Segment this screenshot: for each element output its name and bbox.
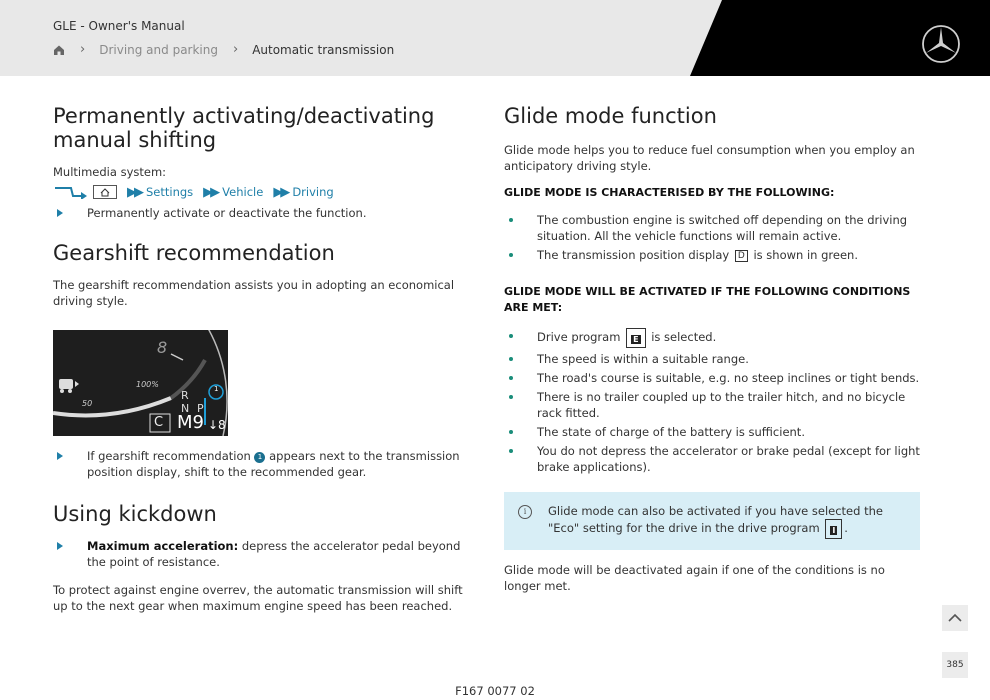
gear-r: R <box>181 389 189 402</box>
list-item <box>504 247 920 263</box>
kickdown-step-text <box>87 538 473 570</box>
position-d-key-icon: D <box>735 250 748 262</box>
characterised-heading: GLIDE MODE IS CHARACTERISED BY THE FOLLOWING: <box>504 186 835 199</box>
glide-deactivate-note: Glide mode will be deactivated again if one of the conditions is no longer met. <box>504 563 885 593</box>
manual-shifting-heading: Permanently activating/deactivating manual shifting <box>53 104 435 152</box>
cluster-50-label: 50 <box>82 399 93 408</box>
list-item <box>504 370 920 386</box>
list-item-text-after: is shown in green. <box>753 248 858 262</box>
multimedia-label: Multimedia system: <box>53 165 167 179</box>
bullet-dot <box>509 395 513 399</box>
drive-program-text: Drive program <box>537 330 621 344</box>
kickdown-heading: Using kickdown <box>53 502 217 526</box>
image-code: F167 0077 02 <box>455 684 535 698</box>
scroll-top-button[interactable] <box>942 605 968 631</box>
step-arrow-icon <box>57 542 63 550</box>
cluster-100-label: 100% <box>136 380 159 389</box>
drive-program-after: is selected. <box>651 330 717 344</box>
bullet-dot <box>509 430 513 434</box>
double-arrow-icon: ▶▶ <box>127 184 141 200</box>
home-icon[interactable] <box>53 44 65 56</box>
gear-n: N <box>181 402 190 415</box>
info-text-end: . <box>844 521 848 535</box>
gearshift-heading: Gearshift recommendation <box>53 241 335 265</box>
bullet-dot <box>509 334 513 338</box>
conditions-heading: GLIDE MODE WILL BE ACTIVATED IF THE FOLLOWING CONDITIONS ARE MET: <box>504 285 911 314</box>
right-column <box>504 104 920 594</box>
callout-badge-icon: 1 <box>254 452 265 463</box>
breadcrumb-automatic-transmission: Automatic transmission <box>252 42 395 57</box>
double-arrow-icon: ▶▶ <box>273 184 288 200</box>
chevron-up-icon <box>948 613 962 623</box>
home-button-icon <box>93 185 117 199</box>
step-arrow-icon <box>57 452 63 460</box>
list-item <box>504 351 920 367</box>
list-item <box>504 424 920 440</box>
kickdown-step <box>53 538 473 570</box>
kickdown-step-rest: depress the accelerator pedal beyond the point of resistance. <box>87 539 461 569</box>
list-item-text: The road's course is suitable, e.g. no steep inclines or tight bends. <box>537 371 920 385</box>
multimedia-nav-path <box>53 183 473 201</box>
gearshift-step-text <box>87 448 473 480</box>
step-text-after: appears next to the transmission position display, shift to the recommended gear. <box>87 449 460 479</box>
recommended-gear: ↓8 <box>208 418 226 432</box>
individual-key-letter: I <box>832 526 836 535</box>
nav-start-arrow-icon <box>53 185 87 199</box>
cluster-callout-badge: 1 <box>214 385 219 393</box>
bullet-dot <box>509 449 513 453</box>
info-text-body: Glide mode can also be activated if you have selected the "Eco" setting for the drive in the drive program <box>548 504 883 535</box>
list-item-text: The speed is within a suitable range. <box>537 352 749 366</box>
bullet-dot <box>509 376 513 380</box>
glide-mode-intro: Glide mode helps you to reduce fuel consumption when you employ an anticipatory driving style. <box>504 143 915 173</box>
list-item <box>504 212 920 244</box>
nav-vehicle[interactable]: Vehicle <box>222 185 264 199</box>
chevron-right-icon: › <box>232 42 239 57</box>
list-item-text: There is no trailer coupled up to the trailer hitch, and no bicycle rack fitted. <box>537 390 906 420</box>
double-arrow-icon: ▶▶ <box>203 184 218 200</box>
info-text <box>548 503 906 539</box>
manual-shift-step <box>53 205 473 221</box>
individual-key-icon <box>825 519 842 539</box>
mode-letter: C <box>154 415 164 430</box>
characterised-list <box>504 212 920 263</box>
glide-mode-heading: Glide mode function <box>504 104 717 128</box>
list-item <box>504 389 920 421</box>
list-item-text <box>537 328 716 348</box>
nav-driving[interactable]: Driving <box>292 185 334 199</box>
max-acceleration-label: Maximum acceleration: <box>87 539 239 553</box>
info-icon: i <box>518 505 532 519</box>
page-header <box>0 0 990 76</box>
list-item-text <box>537 247 858 263</box>
nav-settings[interactable]: Settings <box>146 185 194 199</box>
mercedes-star-logo[interactable] <box>921 24 961 64</box>
gear-display: M9 <box>177 412 204 433</box>
manual-title: GLE - Owner's Manual <box>53 19 185 33</box>
gear-p: P <box>197 402 204 415</box>
breadcrumb <box>53 42 394 57</box>
kickdown-note: To protect against engine overrev, the automatic transmission will shift up to the next gear when maximum engine speed has been reached. <box>53 583 463 613</box>
list-item-text: The combustion engine is switched off depending on the driving situation. All the vehicle functions will remain active. <box>537 213 908 243</box>
list-item-text: The state of charge of the battery is sufficient. <box>537 425 805 439</box>
gearshift-intro: The gearshift recommendation assists you in adopting an economical driving style. <box>53 278 455 308</box>
step-arrow-icon <box>57 209 63 217</box>
list-item-text-before: The transmission position display <box>537 248 730 262</box>
step-text: Permanently activate or deactivate the function. <box>87 206 367 220</box>
list-item <box>504 443 920 475</box>
breadcrumb-driving-and-parking[interactable]: Driving and parking <box>99 42 218 57</box>
eco-e-key-icon <box>626 328 645 348</box>
eco-e-key-letter: E <box>633 335 639 344</box>
bullet-dot <box>509 357 513 361</box>
bullet-dot <box>509 218 513 222</box>
chevron-right-icon: › <box>80 42 86 57</box>
left-column <box>53 104 473 614</box>
bullet-dot <box>509 253 513 257</box>
step-text-before: If gearshift recommendation <box>87 449 251 463</box>
instrument-cluster-image <box>53 330 228 436</box>
conditions-list <box>504 328 920 475</box>
info-box <box>504 492 920 550</box>
gearshift-step <box>53 448 473 480</box>
list-item <box>504 328 920 348</box>
list-item-text: You do not depress the accelerator or brake pedal (except for light brake applications). <box>537 444 920 474</box>
page-number-button[interactable]: 385 <box>942 652 968 678</box>
cluster-speed-8: 8 <box>157 338 168 357</box>
